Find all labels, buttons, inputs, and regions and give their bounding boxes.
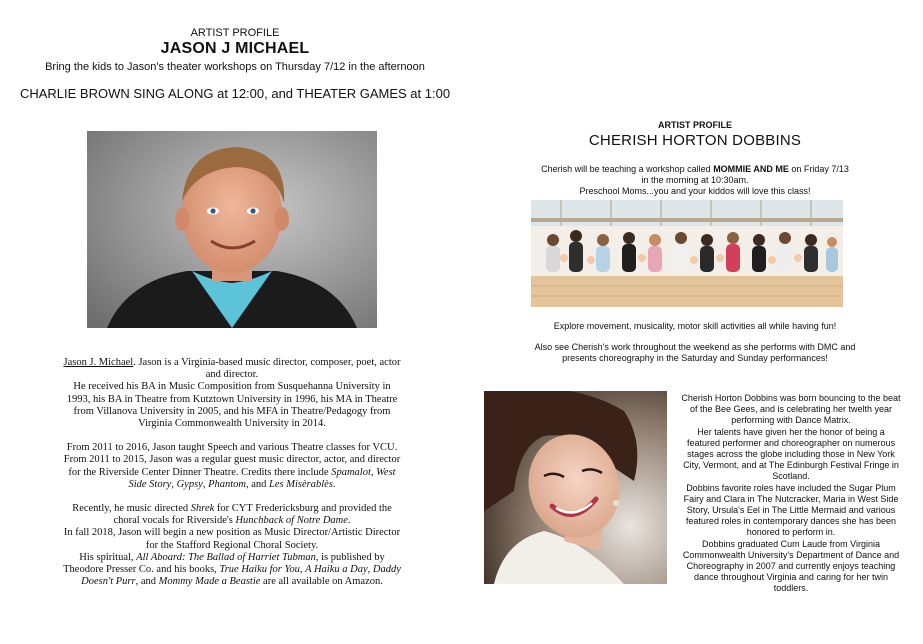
jason-bio-text: His spiritual, — [79, 551, 137, 563]
jason-bio-text: are all available on Amazon. — [260, 576, 383, 588]
cherish-portrait-illustration — [484, 391, 667, 584]
cherish-name: CHERISH HORTON DOBBINS — [588, 132, 802, 149]
cherish-intro-time: in the morning at 10:30am. — [641, 175, 749, 185]
jason-credit-title: Phantom — [208, 478, 246, 490]
jason-bio-text: , is published by — [315, 551, 385, 563]
cherish-bio-line: Story, Ursula's Eel in The Little Mermaid and various — [686, 505, 896, 516]
jason-bio-text: . Jason is a Virginia-based music director, composer, poet, actor — [133, 357, 401, 368]
cherish-intro-text: Cherish will be teaching a workshop called — [541, 164, 714, 174]
jason-bio-text: From 2011 to 2016, Jason taught Speech and various Theatre classes for VCU. — [66, 442, 398, 454]
jason-workshop-schedule: CHARLIE BROWN SING ALONG at 12:00, and THEATER GAMES at 1:00 — [19, 86, 451, 101]
cherish-bio-line: Commonwealth University's Department of Dance and — [682, 549, 900, 560]
cherish-bio-line: toddlers. — [773, 583, 809, 594]
jason-bio-name: Jason J. Michael — [63, 357, 134, 368]
jason-book-title: True Haiku for You — [219, 564, 300, 576]
jason-profile-header — [0, 26, 470, 102]
cherish-bio-line: Dobbins graduated Cum Laude from Virginia — [702, 538, 880, 549]
cherish-performance-note — [485, 342, 905, 364]
class-photo-illustration — [531, 200, 843, 307]
jason-bio-text: . — [347, 515, 351, 527]
jason-bio-text: for CYT Fredericksburg and provided the — [214, 503, 392, 515]
jason-credit-title: Gypsy — [176, 478, 203, 490]
cherish-bio-line: stages across the globe including those in New York — [687, 449, 895, 460]
jason-bio-text: In fall 2018, Jason will begin a new position as Music Director/Artistic Director — [63, 527, 401, 539]
cherish-bio-line: Scotland. — [772, 471, 810, 482]
jason-bio — [56, 357, 408, 600]
jason-headshot-photo — [87, 131, 377, 328]
mommie-and-me-class-photo — [531, 200, 843, 307]
cherish-bio-line: featured performer and choreographer on numerous — [686, 437, 896, 448]
jason-bio-text: From 2011 to 2015, Jason was a regular guest music director, actor, and director — [63, 454, 401, 466]
jason-bio-text: for the Riverside Center Dinner Theatre. Credits there include — [68, 466, 332, 478]
jason-credit-title: West — [376, 466, 396, 478]
jason-book-title: A Haiku a Day — [305, 564, 368, 576]
cherish-bio-line: honored to perform in. — [746, 527, 836, 538]
cherish-performance-line: presents choreography in the Saturday and Sunday performances! — [562, 353, 828, 363]
jason-workshop-note: Bring the kids to Jason's theater workshops on Thursday 7/12 in the afternoon — [45, 61, 425, 73]
jason-bio-text: 1993, his BA in Theatre from Kutztown University in 1996, his MA in Theatre — [66, 393, 398, 405]
jason-bio-text: Recently, he music directed — [72, 503, 191, 515]
cherish-class-description: Explore movement, musicality, motor skill activities all while having fun! — [553, 321, 837, 331]
jason-credit-title: All Aboard: The Ballad of Harriet Tubman — [136, 551, 316, 563]
cherish-workshop-name: MOMMIE AND ME — [713, 164, 789, 174]
jason-credit-title: Hunchback of Notre Dame — [235, 515, 348, 527]
jason-bio-text: from Villanova University in 2005, and his MFA in Theatre/Pedagogy from — [73, 405, 391, 417]
cherish-performance-line: Also see Cherish's work throughout the weekend as she performs with DMC and — [534, 342, 856, 352]
jason-kicker: ARTIST PROFILE — [190, 27, 280, 39]
cherish-bio — [672, 393, 910, 595]
jason-bio-text: , and — [246, 478, 270, 490]
cherish-profile-header — [485, 120, 905, 197]
cherish-bio-line: performing with Dance Matrix. — [731, 415, 851, 426]
jason-name: JASON J MICHAEL — [160, 40, 310, 57]
cherish-portrait-photo — [484, 391, 667, 584]
jason-book-title: Doesn't Purr — [81, 576, 136, 588]
jason-credit-title: Side Story — [128, 478, 172, 490]
jason-bio-text: , and — [135, 576, 159, 588]
cherish-bio-line: featured roles in contemporary dances she has been — [685, 516, 897, 527]
jason-bio-text: choral vocals for Riverside's — [113, 515, 236, 527]
jason-bio-text: He received his BA in Music Composition from Susquehanna University in — [73, 381, 391, 393]
cherish-kicker: ARTIST PROFILE — [658, 120, 732, 130]
jason-credit-title: Les Misèrablès — [269, 478, 333, 490]
jason-bio-text: for the Stafford Regional Choral Society. — [145, 539, 319, 551]
cherish-intro-text: on Friday 7/13 — [788, 164, 849, 174]
jason-headshot-illustration — [87, 131, 377, 328]
jason-bio-text: Virginia Commonwealth University in 2014. — [138, 418, 326, 430]
cherish-bio-line: of the Bee Gees, and is celebrating her twelth year — [689, 404, 893, 415]
cherish-bio-line: Fairy and Clara in The Nutcracker, Maria in West Side — [683, 493, 899, 504]
jason-bio-paragraph-1 — [56, 357, 408, 430]
jason-bio-text: . — [332, 478, 336, 490]
cherish-bio-line: Her talents have given her the honor of being a — [697, 426, 885, 437]
jason-bio-text: and director. — [205, 369, 259, 381]
jason-bio-paragraph-3: Recently, he music directed Shrek for CYT Fredericksburg and provided the choral vocals for Riverside's Hunchback of Notre Dame. In fall 2018, Jason will begin a new position as Music Director/Artistic Director for the Stafford Regional Choral Society. His spiritual, All Aboard: The Ballad of Harriet Tubman, is published by Theodore Presser Co. and his books, True Haiku for You, A Haiku a Day, Daddy Doesn't Purr, and Mommy Made a Beastie are all available on Amazon. — [56, 503, 408, 588]
cherish-bio-line: dance throughout Virginia and caring for her twin — [694, 572, 888, 583]
jason-bio-text: Theodore Presser Co. and his books, — [63, 564, 220, 576]
jason-credit-title: Shrek — [190, 503, 215, 515]
jason-book-title: Daddy — [372, 564, 401, 576]
jason-bio-paragraph-2: From 2011 to 2016, Jason taught Speech and various Theatre classes for VCU. From 2011 to 2015, Jason was a regular guest music director, actor, and director for the Riverside Center Dinner Theatre. Credits there include Spamalot, West Side Story, Gypsy, Phantom, and Les Misèrablès. — [56, 442, 408, 491]
cherish-intro-tagline: Preschool Moms...you and your kiddos will love this class! — [579, 186, 811, 196]
cherish-workshop-intro — [485, 164, 905, 197]
jason-credit-title: Spamalot — [331, 466, 371, 478]
cherish-bio-line: Cherish Horton Dobbins was born bouncing to the beat — [681, 393, 901, 403]
cherish-bio-line: City, Vermont, and at The Edinburgh Festival Fringe in — [683, 460, 899, 471]
cherish-bio-line: Dobbins favorite roles have included the Sugar Plum — [686, 482, 896, 493]
cherish-bio-line: Choreography in 2007 and currently enjoys teaching — [686, 561, 896, 572]
jason-book-title: Mommy Made a Beastie — [158, 576, 261, 588]
